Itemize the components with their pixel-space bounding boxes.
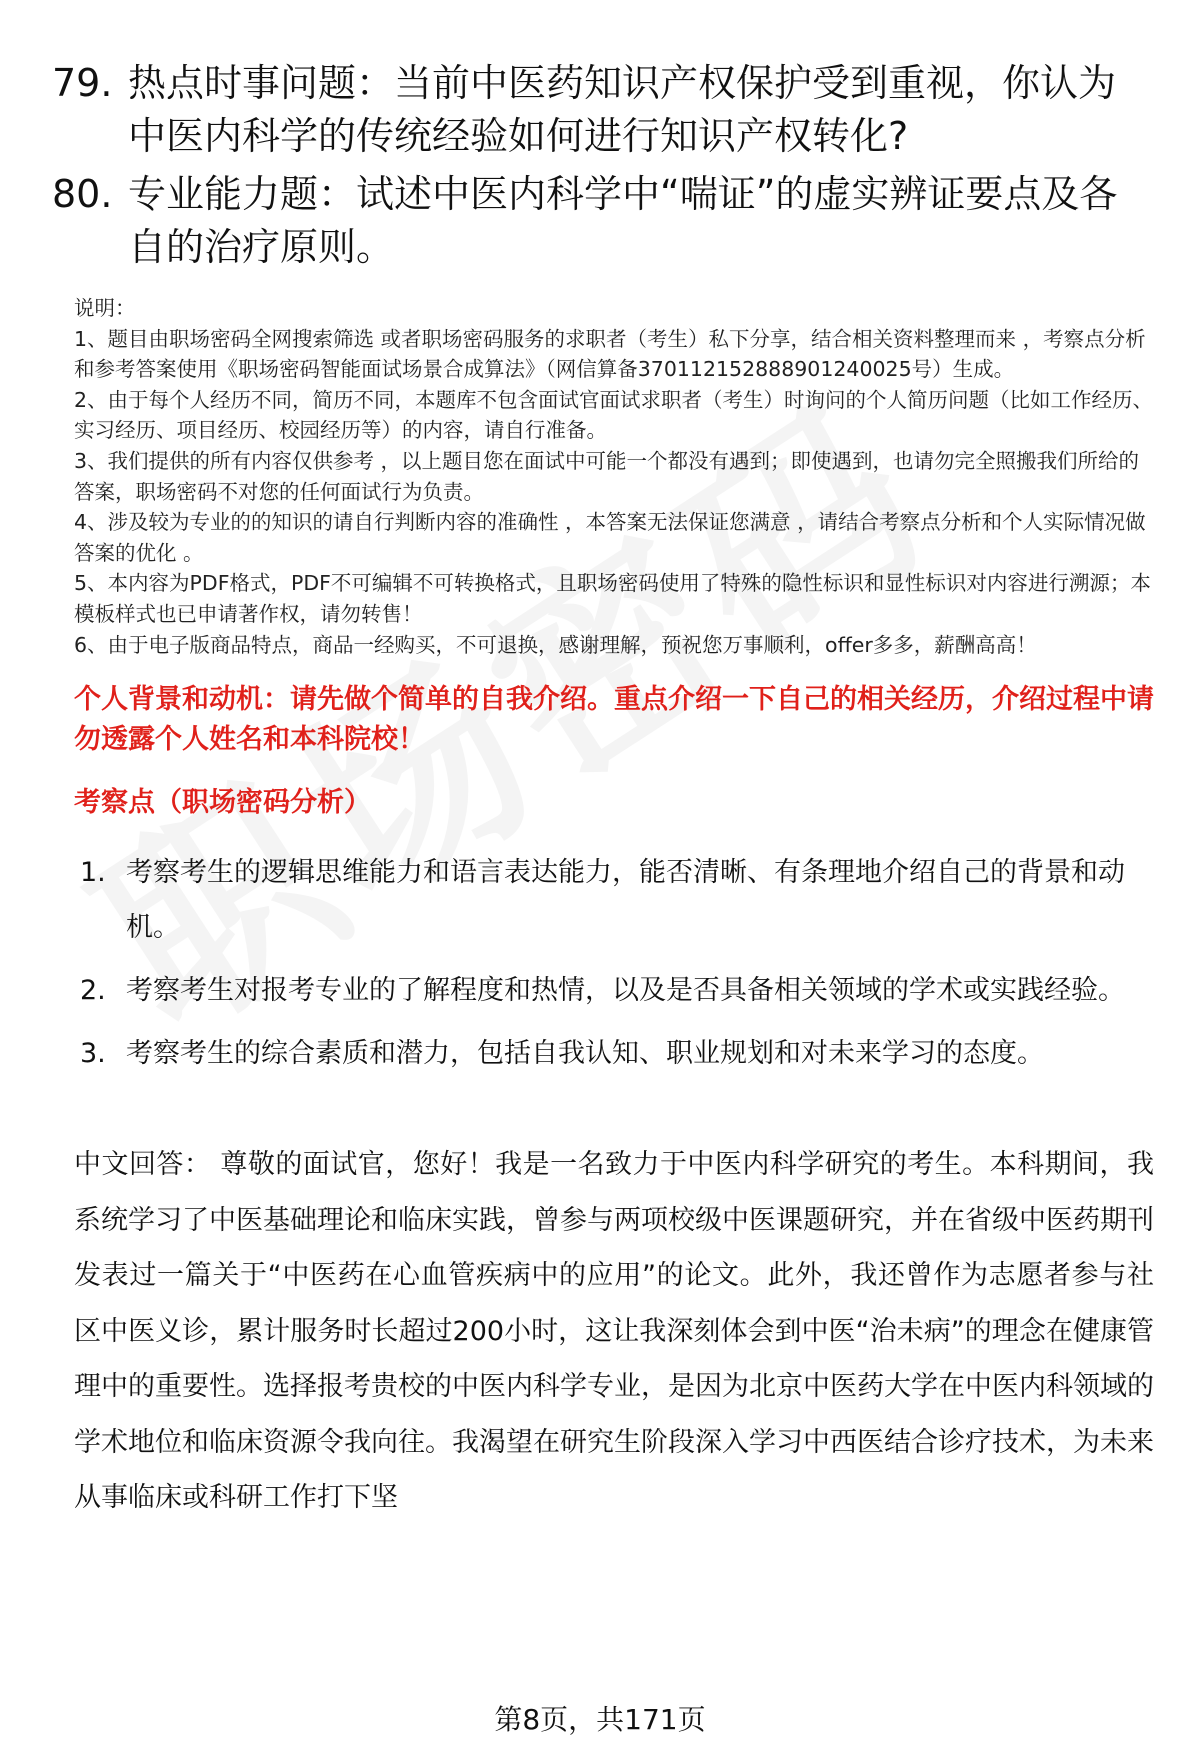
page-number: 第8页，共171页: [494, 1703, 706, 1736]
question-text: 专业能力题：试述中医内科学中“喘证”的虚实辨证要点及各自的治疗原则。: [128, 172, 1118, 269]
notes-item: 4、涉及较为专业的的知识的请自行判断内容的准确性 ，本答案无法保证您满意 ，请结合考察点分析和个人实际情况做答案的优化 。: [74, 510, 1146, 565]
notes-item: 2、由于每个人经历不同，简历不同，本题库不包含面试官面试求职者（考生）时询问的个人简历问题（比如工作经历、实习经历、项目经历、校园经历等）的内容，请自行准备。: [74, 387, 1154, 443]
point-text: 考察考生的逻辑思维能力和语言表达能力，能否清晰、有条理地介绍自己的背景和动机。: [126, 857, 1125, 943]
question-80: [52, 168, 1147, 274]
notes-item: 3、我们提供的所有内容仅供参考 ，以上题目您在面试中可能一个都没有遇到；即使遇到，也请勿完全照搬我们所给的答案，职场密码不对您的任何面试行为负责。: [74, 448, 1140, 504]
point-number: 1.: [80, 857, 106, 888]
point-text: 考察考生的综合素质和潜力，包括自我认知、职业规划和对未来学习的态度。: [126, 1038, 1044, 1069]
notes-item: 6、由于电子版商品特点，商品一经购买，不可退换，感谢理解，预祝您万事顺利，offer多多，薪酬高高！: [74, 632, 1037, 657]
section-heading: 个人背景和动机：请先做个简单的自我介绍。重点介绍一下自己的相关经历，介绍过程中请勿透露个人姓名和本科院校！: [74, 684, 1154, 755]
point-number: 3.: [80, 1038, 106, 1069]
notes-block: [74, 293, 1154, 660]
answer-paragraph: 中文回答： 尊敬的面试官，您好！我是一名致力于中医内科学研究的考生。本科期间，我系统学习了中医基础理论和临床实践，曾参与两项校级中医课题研究，并在省级中医药期刊发表过一篇关于“中医药在心血管疾病中的应用”的论文。此外，我还曾作为志愿者参与社区中医义诊，累计服务时长超过200小时，这让我深刻体会到中医“治未病”的理念在健康管理中的重要性。选择报考贵校的中医内科学专业，是因为北京中医药大学在中医内科领域的学术地位和临床资源令我向往。我渴望在研究生阶段深入学习中西医结合诊疗技术，为未来从事临床或科研工作打下坚: [74, 1149, 1154, 1513]
notes-title: 说明：: [74, 296, 136, 320]
list-item: [74, 963, 1154, 1018]
notes-item: 1、题目由职场密码全网搜索筛选 或者职场密码服务的求职者（考生）私下分享，结合相关资料整理而来 ，考察点分析和参考答案使用《职场密码智能面试场景合成算法》（网信算备370112152888901240025号）生成。: [74, 326, 1146, 382]
question-79: [52, 57, 1147, 163]
question-text: 热点时事问题：当前中医药知识产权保护受到重视，你认为中医内科学的传统经验如何进行知识产权转化?: [128, 61, 1117, 158]
list-item: [74, 1026, 1154, 1081]
point-number: 2.: [80, 975, 106, 1006]
notes-item: 5、本内容为PDF格式，PDF不可编辑不可转换格式，且职场密码使用了特殊的隐性标识和显性标识对内容进行溯源；本模板样式也已申请著作权，请勿转售！: [74, 571, 1151, 626]
question-number: 80.: [52, 172, 113, 216]
question-number: 79.: [52, 61, 113, 105]
points-title: 考察点（职场密码分析）: [74, 787, 371, 818]
assessment-points-list: [74, 845, 1154, 1081]
point-text: 考察考生对报考专业的了解程度和热情，以及是否具备相关领域的学术或实践经验。: [126, 975, 1125, 1006]
list-item: [74, 845, 1154, 955]
